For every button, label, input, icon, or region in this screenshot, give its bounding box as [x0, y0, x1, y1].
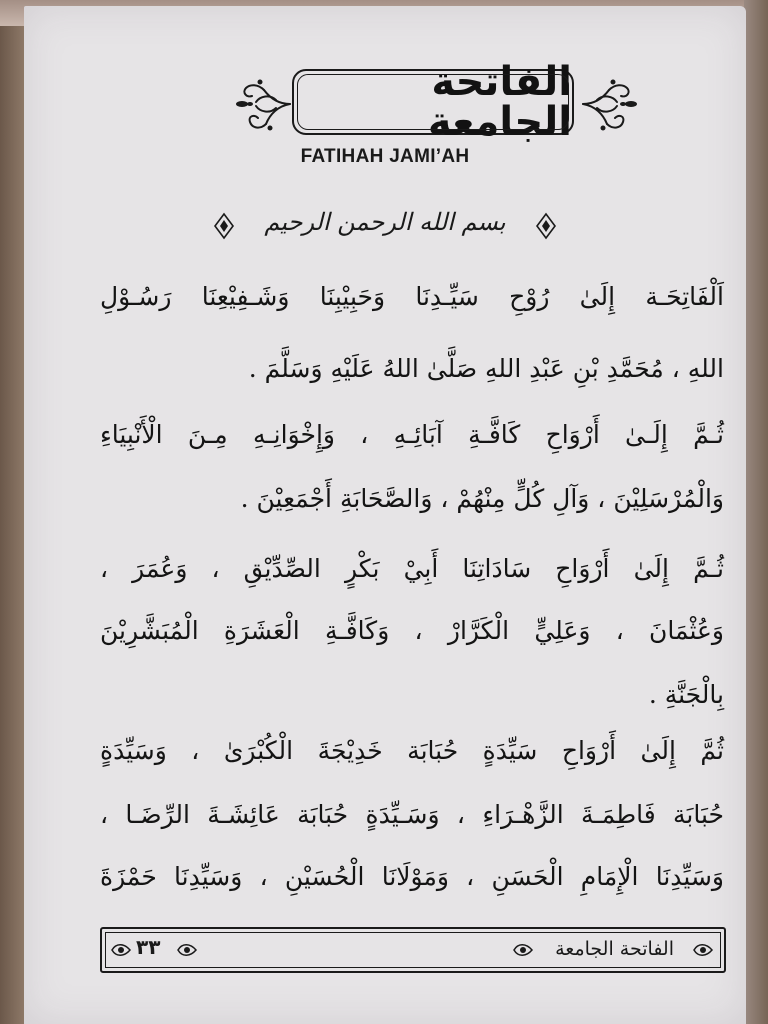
text-line: بِالْجَنَّةِ . — [648, 680, 724, 709]
page-footer — [100, 927, 726, 973]
text-line: وَالْمُرْسَلِيْنَ ، وَآلِ كُلٍّ مِنْهُمْ ، وَالصَّحَابَةِ أَجْمَعِيْنَ . — [240, 484, 724, 513]
text-line: اللهِ ، مُحَمَّدِ بْنِ عَبْدِ اللهِ صَلَّىٰ اللهُ عَلَيْهِ وَسَلَّمَ . — [248, 354, 724, 383]
floral-ornament-right-icon — [579, 70, 643, 134]
page-subtitle: FATIHAH JAMI’AH — [300, 146, 470, 167]
text-line: اَلْفَاتِحَـة إِلَىٰ رُوْحِ سَيِّـدِنَا وَحَبِيْبِنَا وَشَـفِيْعِنَا رَسُـوْلِ — [100, 282, 724, 311]
footer-ornament-icon — [692, 941, 714, 959]
title-frame — [292, 59, 574, 145]
text-line: وَسَيِّدِنَا الْإِمَامِ الْحَسَنِ ، وَمَوْلَانَا الْحُسَيْنِ ، وَسَيِّدِنَا حَمْزَةَ — [100, 862, 724, 891]
text-line: ثُمَّ إِلَىٰ أَرْوَاحِ سَيِّدَةٍ حُبَابَة خَدِيْجَةَ الْكُبْرَىٰ ، وَسَيِّدَةٍ — [100, 736, 724, 765]
floral-ornament-left-icon — [230, 70, 294, 134]
footer-ornament-icon — [176, 941, 198, 959]
text-line: وَعُثْمَانَ ، وَعَلِيٍّ الْكَرَّارْ ، وَكَافَّـةِ الْعَشَرَةِ الْمُبَشَّرِيْنَ — [100, 616, 724, 645]
background-right — [744, 0, 768, 1024]
page-number: ٣٣ — [136, 935, 161, 959]
background-left — [0, 0, 24, 1024]
basmala-text: بسم الله الرحمن الرحيم — [264, 208, 506, 236]
footer-ornament-icon — [110, 941, 132, 959]
page-title: الفاتحة الجامعة — [427, 59, 572, 145]
diamond-ornament-right-icon — [535, 212, 557, 240]
text-line: ثُـمَّ إِلَىٰ أَرْوَاحِ سَادَاتِنَا أَبِيْ بَكْرٍ الصِّدِّيْقِ ، وَعُمَرَ ، — [100, 554, 724, 583]
text-line: ثُـمَّ إِلَـىٰ أَرْوَاحِ كَافَّـةِ آبَائِـهِ ، وَإِخْوَانِـهِ مِـنَ الْأَنْبِيَاءِ — [100, 420, 724, 449]
text-line: حُبَابَة فَاطِمَـةَ الزَّهْـرَاءِ ، وَسَـيِّدَةٍ حُبَابَة عَائِشَـةَ الرِّضَـا ، — [100, 800, 724, 829]
book-page — [24, 6, 746, 1024]
title-block — [224, 59, 644, 146]
basmala-block — [209, 202, 561, 256]
footer-title: الفاتحة الجامعة — [555, 938, 674, 960]
footer-ornament-icon — [512, 941, 534, 959]
